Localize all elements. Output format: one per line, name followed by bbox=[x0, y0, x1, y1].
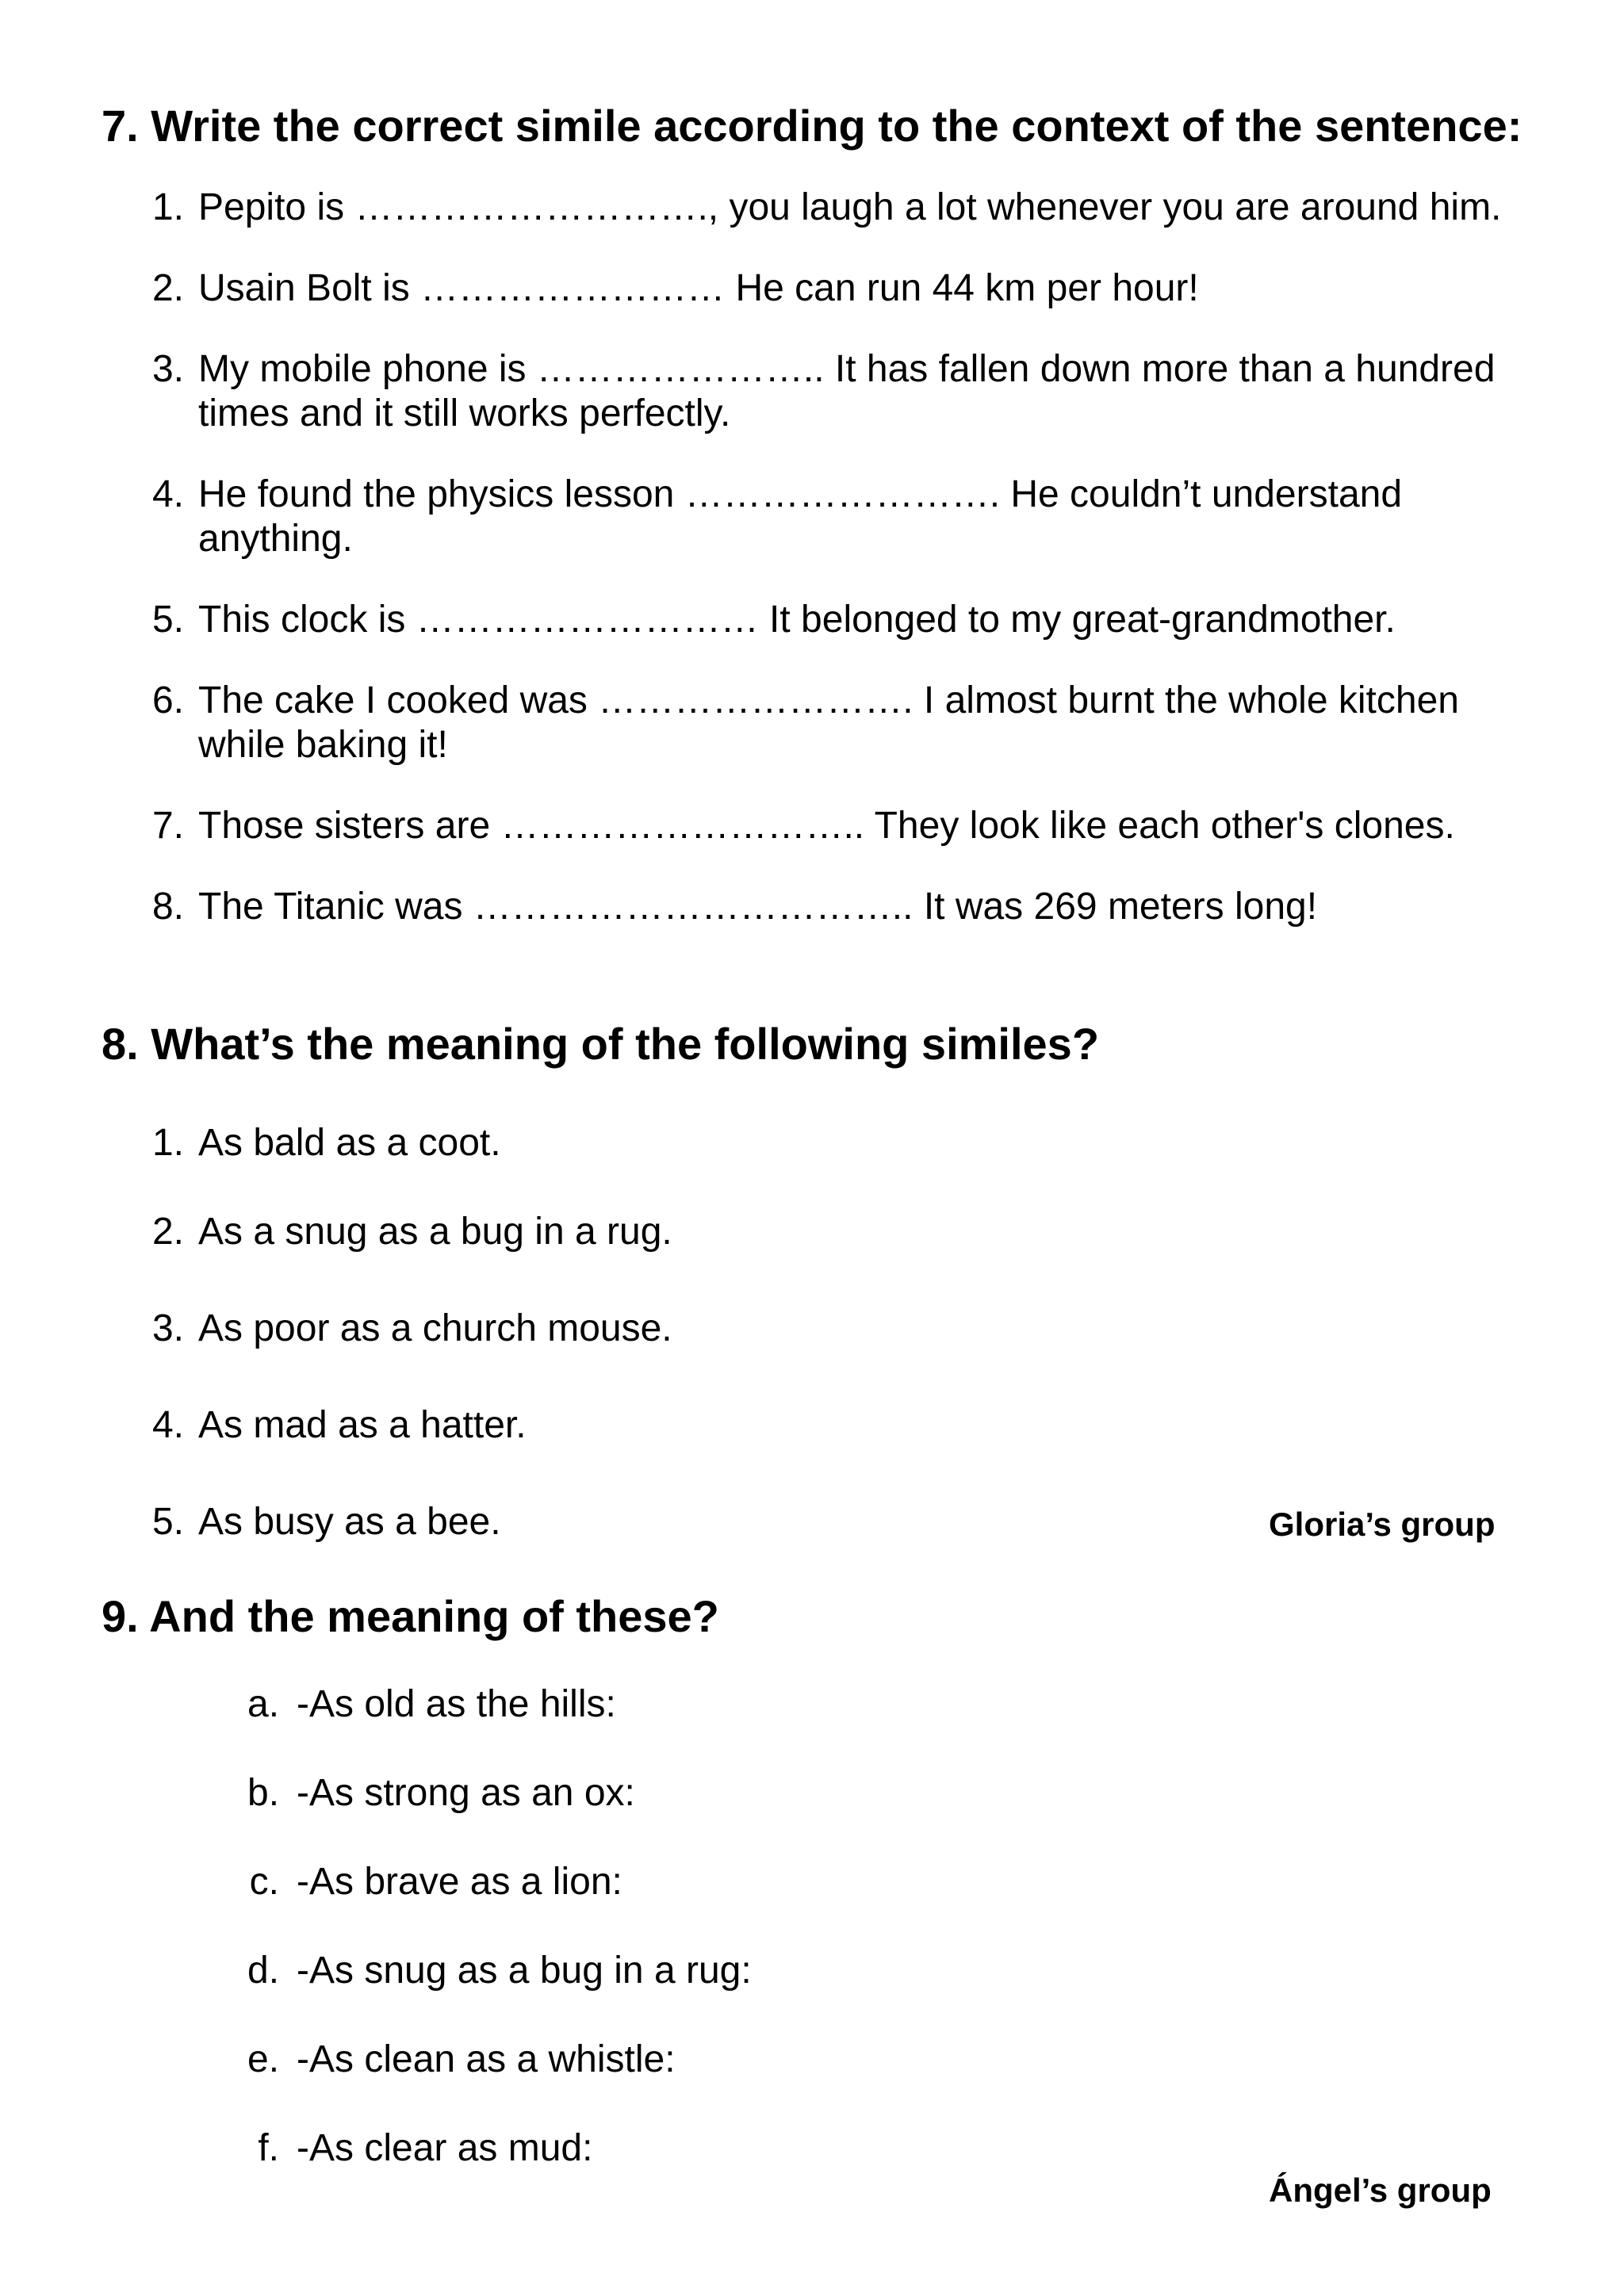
section-7-item-3 bbox=[151, 347, 1530, 436]
angel-group-label: Ángel’s group bbox=[1269, 2172, 1492, 2209]
sentence-text: Pepito is ………………………., you laugh a lot whenever you are around him. bbox=[198, 186, 1502, 228]
list-marker: 4. bbox=[151, 473, 184, 515]
section-7-item-6 bbox=[151, 679, 1530, 767]
simile-text: As a snug as a bug in a rug. bbox=[198, 1211, 672, 1253]
section-7-heading: 7. Write the correct simile according to the context of the sentence: bbox=[102, 101, 1522, 151]
section-8-item-1 bbox=[151, 1121, 1530, 1165]
simile-text: -As clean as a whistle: bbox=[297, 2038, 676, 2080]
list-marker: a. bbox=[247, 1683, 280, 1725]
section-7-item-4 bbox=[151, 473, 1530, 561]
sentence-text: My mobile phone is ………………….. It has fallen down more than a hundred times and it still works perfectly. bbox=[198, 348, 1496, 434]
simile-text: As poor as a church mouse. bbox=[198, 1307, 672, 1349]
simile-text: -As old as the hills: bbox=[297, 1683, 616, 1725]
section-7-item-7 bbox=[151, 804, 1530, 848]
section-8-item-2 bbox=[151, 1210, 1530, 1254]
section-7-item-8 bbox=[151, 885, 1530, 929]
list-marker: 6. bbox=[151, 679, 184, 721]
simile-text: -As brave as a lion: bbox=[297, 1861, 622, 1903]
sentence-text: This clock is ……………………… It belonged to my great-grandmother. bbox=[198, 599, 1396, 641]
simile-text: -As snug as a bug in a rug: bbox=[297, 1950, 752, 1992]
list-marker: b. bbox=[247, 1772, 280, 1814]
sentence-text: Usain Bolt is …………………… He can run 44 km per hour! bbox=[198, 267, 1199, 309]
section-7-item-2 bbox=[151, 266, 1530, 311]
list-marker: c. bbox=[249, 1861, 279, 1903]
sentence-text: The cake I cooked was ……………………. I almost burnt the whole kitchen while baking it! bbox=[198, 679, 1459, 766]
list-marker: 7. bbox=[151, 805, 184, 847]
section-9-item-c bbox=[249, 1860, 1486, 1904]
list-marker: 5. bbox=[151, 599, 184, 641]
list-marker: e. bbox=[247, 2038, 280, 2080]
section-7-item-1 bbox=[151, 186, 1530, 230]
section-8-heading: 8. What’s the meaning of the following similes? bbox=[102, 1019, 1100, 1069]
section-9-item-d bbox=[247, 1949, 1486, 1993]
simile-text: As mad as a hatter. bbox=[198, 1404, 527, 1446]
section-8-item-3 bbox=[151, 1307, 1530, 1351]
gloria-group-label: Gloria’s group bbox=[1269, 1506, 1496, 1543]
simile-text: -As strong as an ox: bbox=[297, 1772, 635, 1814]
simile-text: As bald as a coot. bbox=[198, 1122, 501, 1164]
list-marker: d. bbox=[247, 1950, 280, 1992]
section-7-item-5 bbox=[151, 598, 1530, 642]
simile-text: -As clear as mud: bbox=[297, 2127, 593, 2169]
section-9-item-a bbox=[247, 1682, 1486, 1727]
list-marker: 5. bbox=[151, 1501, 184, 1543]
sentence-text: Those sisters are ……………………….. They look like each other's clones. bbox=[198, 805, 1455, 847]
list-marker: 2. bbox=[151, 267, 184, 309]
list-marker: 1. bbox=[151, 1122, 184, 1164]
sentence-text: He found the physics lesson ……………………. He couldn’t understand anything. bbox=[198, 473, 1403, 560]
list-marker: 8. bbox=[151, 886, 184, 928]
section-9-item-b bbox=[247, 1771, 1486, 1816]
simile-text: As busy as a bee. bbox=[198, 1501, 501, 1543]
section-8-item-4 bbox=[151, 1403, 1530, 1448]
list-marker: 2. bbox=[151, 1211, 184, 1253]
list-marker: 4. bbox=[151, 1404, 184, 1446]
list-marker: 1. bbox=[151, 186, 184, 228]
list-marker: 3. bbox=[151, 348, 184, 390]
sentence-text: The Titanic was …………………………….. It was 269 meters long! bbox=[198, 886, 1318, 928]
section-9-heading: 9. And the meaning of these? bbox=[102, 1591, 719, 1641]
section-9-item-f bbox=[258, 2126, 1486, 2171]
list-marker: 3. bbox=[151, 1307, 184, 1349]
list-marker: f. bbox=[258, 2127, 279, 2169]
section-9-item-e bbox=[247, 2038, 1486, 2082]
